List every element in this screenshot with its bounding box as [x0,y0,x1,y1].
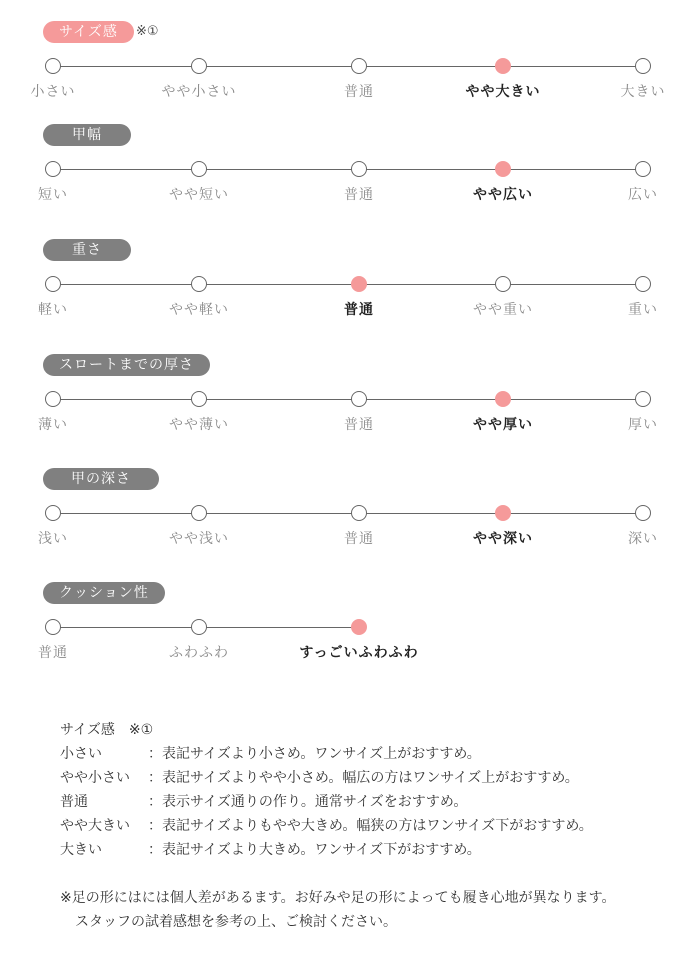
scale-dot[interactable] [351,276,367,292]
scale-dot[interactable] [635,391,651,407]
notes-row [60,742,593,766]
scale-label: 普通 [38,645,68,661]
instep-depth-badge: 甲の深さ [43,468,159,490]
scale-label: 大きい [620,84,666,100]
scale-label: 厚い [628,417,658,433]
scale-label: 普通 [344,187,374,203]
throat-thickness-section [0,354,700,444]
scale-label: 深い [628,531,658,547]
notes-term: やや大きい [60,818,130,834]
scale-dot[interactable] [191,619,207,635]
size-notes [60,718,593,862]
scale-line [53,66,643,67]
scale-dot[interactable] [351,619,367,635]
scale-dot[interactable] [45,505,61,521]
instep-width-section [0,124,700,214]
scale-dot[interactable] [351,161,367,177]
scale-label: やや厚い [473,417,533,433]
notes-desc: ：表記サイズより小さめ。ワンサイズ上がおすすめ。 [148,746,481,762]
notes-row [60,814,593,838]
scale-dot[interactable] [45,391,61,407]
notes-term: 普通 [60,794,88,810]
notes-desc: ：表記サイズより大きめ。ワンサイズ下がおすすめ。 [148,842,481,858]
scale-label: 薄い [38,417,68,433]
notes-term: 大きい [60,842,102,858]
scale-dot[interactable] [635,505,651,521]
scale-label: 短い [38,187,68,203]
notes-desc: ：表記サイズよりやや小さめ。幅広の方はワンサイズ上がおすすめ。 [148,770,579,786]
notes-row [60,838,593,862]
scale-dot[interactable] [191,161,207,177]
scale-label: 普通 [344,417,374,433]
notes-desc: ：表記サイズよりもやや大きめ。幅狭の方はワンサイズ下がおすすめ。 [148,818,593,834]
notes-desc: ：表示サイズ通りの作り。通常サイズをおすすめ。 [148,794,468,810]
instep-width-badge: 甲幅 [43,124,131,146]
notes-term: 小さい [60,746,102,762]
scale-dot[interactable] [351,58,367,74]
scale-dot[interactable] [45,161,61,177]
footnote [60,886,616,934]
scale-dot[interactable] [495,276,511,292]
scale-dot[interactable] [495,505,511,521]
scale-label: 普通 [344,302,374,318]
scale-dot[interactable] [635,58,651,74]
notes-row [60,766,593,790]
scale-label: 広い [628,187,658,203]
notes-term: やや小さい [60,770,130,786]
scale-dot[interactable] [495,161,511,177]
scale-label: やや浅い [169,531,229,547]
size-feel-note: ※① [136,24,159,39]
footnote-line-2: スタッフの試着感想を参考の上、ご検討ください。 [75,914,397,930]
scale-label: すっごいふわふわ [299,645,419,661]
weight-badge: 重さ [43,239,131,261]
scale-label: やや重い [473,302,533,318]
scale-dot[interactable] [351,391,367,407]
scale-dot[interactable] [191,58,207,74]
scale-dot[interactable] [495,391,511,407]
scale-label: やや薄い [169,417,229,433]
scale-dot[interactable] [635,276,651,292]
size-feel-badge: サイズ感 [43,21,134,43]
scale-label: 軽い [38,302,68,318]
instep-depth-section [0,468,700,558]
scale-label: 浅い [38,531,68,547]
scale-label: ふわふわ [169,645,229,661]
scale-line [53,513,643,514]
notes-row [60,790,593,814]
scale-dot[interactable] [635,161,651,177]
scale-label: やや深い [473,531,533,547]
footnote-line-1: ※足の形にはには個人差があるます。お好みや足の形によっても履き心地が異なります。 [60,890,616,906]
throat-thickness-badge: スロートまでの厚さ [43,354,210,376]
size-feel-section [0,21,700,111]
scale-label: 普通 [344,531,374,547]
scale-dot[interactable] [45,619,61,635]
scale-label: 重い [628,302,658,318]
weight-section [0,239,700,329]
scale-line [53,284,643,285]
scale-label: やや短い [169,187,229,203]
scale-label: やや広い [473,187,533,203]
scale-dot[interactable] [351,505,367,521]
scale-label: やや軽い [169,302,229,318]
scale-label: やや小さい [161,84,237,100]
scale-dot[interactable] [191,391,207,407]
scale-dot[interactable] [45,58,61,74]
cushion-badge: クッション性 [43,582,165,604]
scale-dot[interactable] [495,58,511,74]
scale-label: 小さい [30,84,76,100]
cushion-section [0,582,700,672]
scale-label: やや大きい [465,84,541,100]
notes-heading: サイズ感 ※① [60,722,154,738]
scale-dot[interactable] [191,276,207,292]
scale-line [53,169,643,170]
scale-dot[interactable] [45,276,61,292]
scale-dot[interactable] [191,505,207,521]
scale-line [53,399,643,400]
scale-label: 普通 [344,84,374,100]
